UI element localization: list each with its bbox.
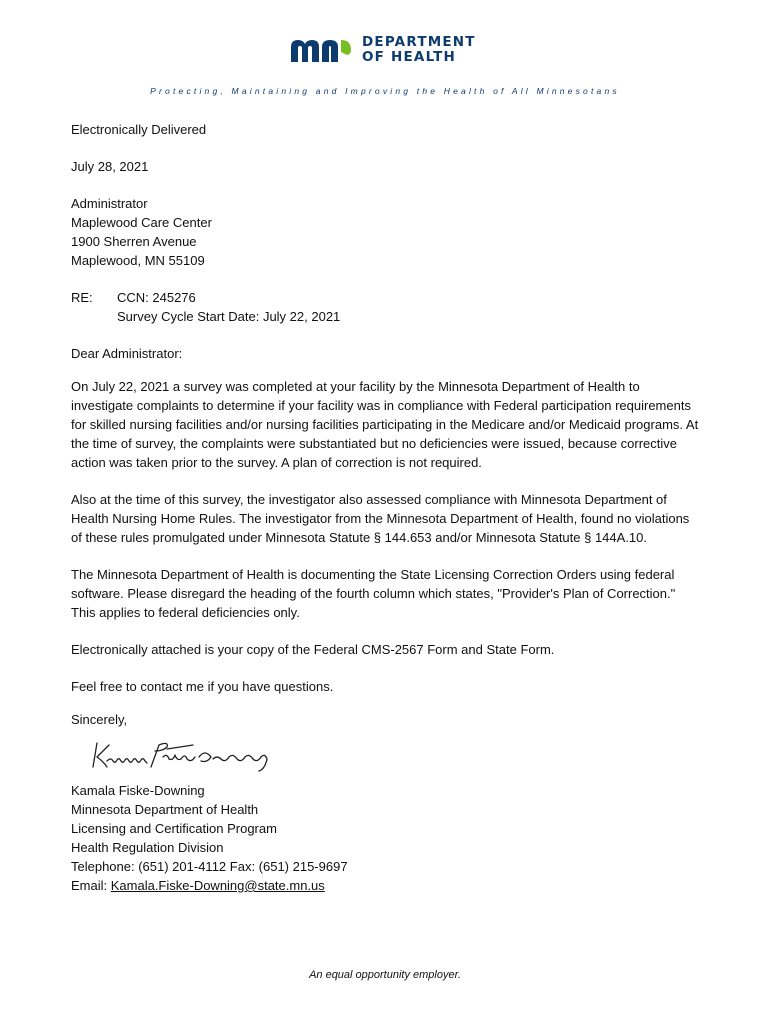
sender-block: [71, 781, 703, 895]
letterhead: [0, 30, 770, 70]
letter-date: July 28, 2021: [71, 159, 149, 174]
email-label: Email:: [71, 878, 111, 893]
re-ccn: CCN: 245276: [117, 290, 196, 305]
paragraph-state-rules: Also at the time of this survey, the investigator also assessed compliance with Minnesota Department of Health Nursing Home Rules. The investigator from the Minnesota Department of Health, found no violations of these rules promulgated under Minnesota Statute § 144.653 and/or Minnesota Statute § 144A.10.: [71, 492, 690, 545]
recipient-line: Administrator: [71, 196, 148, 211]
closing: Sincerely,: [71, 712, 128, 727]
sender-phone-fax: Telephone: (651) 201-4112 Fax: (651) 215-9697: [71, 859, 348, 874]
recipient-line: 1900 Sherren Avenue: [71, 234, 197, 249]
salutation: Dear Administrator:: [71, 346, 183, 361]
re-label: RE:: [71, 290, 93, 305]
logo-line-of-health: OF HEALTH: [362, 49, 457, 65]
paragraph-correction-orders: The Minnesota Department of Health is documenting the State Licensing Correction Orders using federal software. Please disregard the heading of the fourth column which states, "Provider's Plan of Correction." This applies to federal deficiencies only.: [71, 567, 676, 620]
delivery-method: Electronically Delivered: [71, 122, 207, 137]
re-survey-date: Survey Cycle Start Date: July 22, 2021: [117, 309, 341, 324]
sender-program: Licensing and Certification Program: [71, 821, 277, 836]
logo-wordmark: [362, 35, 476, 65]
footer-equal-opportunity: An equal opportunity employer.: [309, 969, 461, 981]
re-block: [71, 288, 703, 326]
letter-body: [71, 120, 703, 895]
recipient-address: [71, 194, 703, 270]
sender-name: Kamala Fiske-Downing: [71, 783, 205, 798]
paragraph-contact: Feel free to contact me if you have questions.: [71, 679, 334, 694]
sender-org: Minnesota Department of Health: [71, 802, 259, 817]
paragraph-survey: On July 22, 2021 a survey was completed at your facility by the Minnesota Department of Health to investigate complaints to determine if your facility was in compliance with Federal participation requirements for skilled nursing facilities and/or nursing facilities participating in the Medicare and/or Medicaid programs. At the time of survey, the complaints were substantiated but no deficiencies were issued, because corrective action was taken prior to the survey. A plan of correction is not required.: [71, 379, 699, 470]
recipient-line: Maplewood, MN 55109: [71, 253, 205, 268]
mn-logo-icon: [289, 36, 355, 62]
logo-line-department: DEPARTMENT: [362, 34, 476, 50]
tagline: Protecting, Maintaining and Improving the Health of All Minnesotans: [150, 86, 620, 96]
email-link[interactable]: Kamala.Fiske-Downing@state.mn.us: [110, 878, 325, 893]
sender-division: Health Regulation Division: [71, 840, 224, 855]
paragraph-attachments: Electronically attached is your copy of the Federal CMS-2567 Form and State Form.: [71, 642, 555, 657]
signature-image: [89, 731, 289, 775]
recipient-line: Maplewood Care Center: [71, 215, 212, 230]
sender-email-line: [71, 876, 703, 895]
handwritten-signature: [71, 729, 703, 781]
